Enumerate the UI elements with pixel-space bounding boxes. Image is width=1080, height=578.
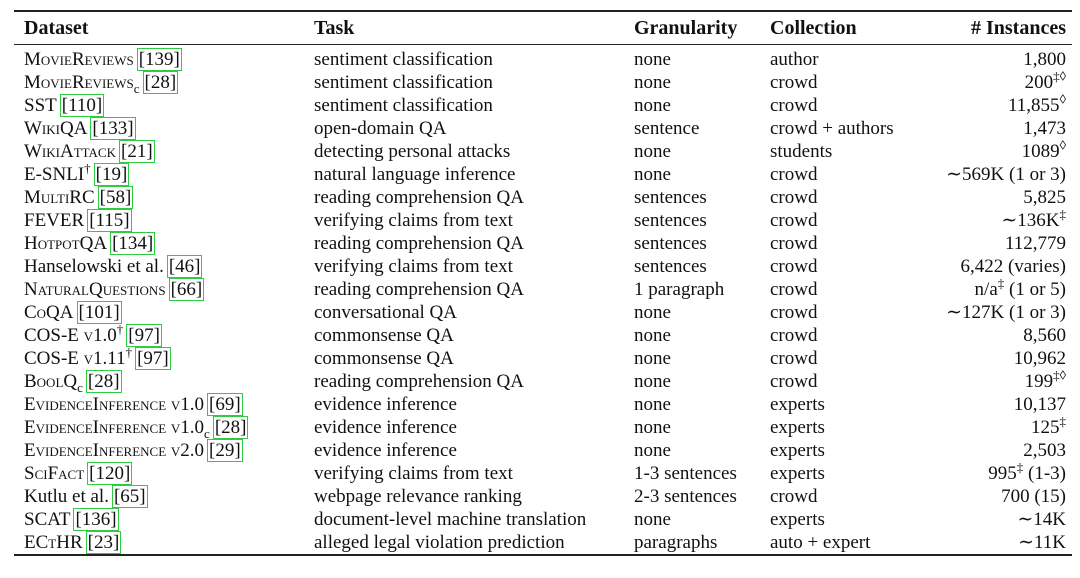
header-task: Task (314, 17, 355, 39)
collection-cell: experts (770, 463, 825, 484)
instances-cell (926, 232, 1072, 255)
dataset-version: v2.0 (170, 440, 205, 461)
table-row (14, 45, 1072, 72)
instances-value: ∼569K (946, 164, 1005, 185)
instances-cell (926, 137, 1072, 163)
header-granularity: Granularity (634, 17, 738, 39)
collection-cell: auto + expert (770, 532, 871, 553)
citation-link[interactable]: [97] (137, 348, 169, 369)
dataset-cell (14, 117, 314, 140)
granularity-cell: sentences (634, 256, 707, 277)
dataset-cell (14, 140, 314, 163)
instances-value: 125 (1031, 417, 1060, 438)
table-row (14, 140, 1072, 163)
instances-value: 1089 (1021, 141, 1060, 162)
dataset-version: v1.0 (83, 325, 117, 346)
table-row (14, 462, 1072, 485)
instances-cell (926, 508, 1072, 531)
dataset-cell (14, 301, 314, 324)
task-cell: verifying claims from text (314, 463, 513, 484)
granularity-cell: 1 paragraph (634, 279, 725, 300)
granularity-cell: none (634, 95, 671, 116)
citation-link[interactable]: [120] (89, 463, 131, 484)
instances-note: (15) (1029, 486, 1066, 507)
table-row (14, 94, 1072, 117)
instances-cell (926, 68, 1072, 94)
granularity-cell: none (634, 49, 671, 70)
instances-superscript: ‡ (1059, 206, 1066, 222)
task-cell: reading comprehension QA (314, 279, 524, 300)
collection-cell: crowd (770, 72, 818, 93)
dataset-name: EvidenceInference (24, 394, 167, 415)
instances-value: 8,560 (1023, 325, 1066, 346)
instances-superscript: ‡ (997, 275, 1005, 291)
citation-link[interactable]: [29] (209, 440, 241, 461)
table-row (14, 278, 1072, 301)
dataset-cell (14, 160, 314, 186)
task-cell: webpage relevance ranking (314, 486, 522, 507)
dataset-name: Kutlu et al. (24, 486, 109, 507)
task-cell: sentiment classification (314, 95, 493, 116)
granularity-cell: none (634, 164, 671, 185)
instances-value: 1,800 (1023, 49, 1066, 70)
instances-value: 6,422 (960, 256, 1004, 277)
granularity-cell: sentences (634, 233, 707, 254)
granularity-cell: sentences (634, 210, 707, 231)
granularity-cell: sentences (634, 187, 707, 208)
table-row (14, 117, 1072, 140)
dataset-superscript: † (84, 160, 91, 176)
granularity-cell: paragraphs (634, 532, 718, 553)
dataset-name: WikiQA (24, 118, 88, 139)
citation-link[interactable]: [139] (138, 49, 180, 70)
collection-cell: crowd (770, 233, 818, 254)
task-cell: reading comprehension QA (314, 371, 524, 392)
dataset-cell (14, 344, 314, 370)
table-row (14, 416, 1072, 439)
granularity-cell: none (634, 348, 671, 369)
citation-link[interactable]: [21] (121, 141, 153, 162)
dataset-name: MovieReviews (24, 49, 134, 70)
citation-link[interactable]: [110] (61, 95, 103, 116)
collection-cell: experts (770, 440, 825, 461)
header-dataset: Dataset (24, 17, 89, 39)
dataset-cell (14, 508, 314, 531)
instances-value: 11,855 (1008, 95, 1060, 116)
dataset-name: MovieReviews (24, 72, 134, 93)
header-collection: Collection (770, 17, 857, 39)
dataset-cell (14, 393, 314, 416)
citation-link[interactable]: [66] (170, 279, 203, 300)
table-row (14, 347, 1072, 370)
task-cell: sentiment classification (314, 72, 493, 93)
dataset-cell (14, 416, 314, 439)
granularity-cell: sentence (634, 118, 700, 139)
citation-link[interactable]: [65] (113, 486, 146, 507)
collection-cell: experts (770, 509, 825, 530)
citation-link[interactable]: [134] (112, 233, 154, 254)
instances-cell (926, 531, 1072, 555)
dataset-version: v1.11 (83, 348, 126, 369)
collection-cell: experts (770, 394, 825, 415)
citation-link[interactable]: [58] (99, 187, 132, 208)
instances-cell (926, 163, 1072, 186)
instances-cell (926, 186, 1072, 209)
task-cell: document-level machine translation (314, 509, 587, 530)
citation-link[interactable]: [28] (214, 417, 247, 438)
table-row (14, 485, 1072, 508)
instances-cell (926, 459, 1072, 485)
instances-value: 1,473 (1023, 118, 1066, 139)
dataset-cell (14, 45, 314, 72)
collection-cell: experts (770, 417, 825, 438)
citation-link[interactable]: [133] (92, 118, 134, 139)
instances-value: 700 (1001, 486, 1030, 507)
dataset-cell (14, 94, 314, 117)
dataset-cell (14, 462, 314, 485)
citation-link[interactable]: [28] (144, 72, 177, 93)
dataset-name: EvidenceInference (24, 417, 167, 438)
citation-link[interactable]: [28] (87, 371, 120, 392)
dataset-name: SST (24, 95, 57, 116)
table-row (14, 324, 1072, 347)
instances-superscript: ‡ (1016, 459, 1024, 475)
collection-cell: crowd (770, 164, 818, 185)
dataset-cell (14, 186, 314, 209)
table-row (14, 255, 1072, 278)
dataset-cell (14, 255, 314, 278)
dataset-name: MultiRC (24, 187, 95, 208)
header-instances: # Instances (970, 17, 1066, 39)
dataset-cell (14, 321, 314, 347)
header-row (14, 11, 1072, 45)
dataset-name: SCAT (24, 509, 71, 530)
dataset-name: Hanselowski et al. (24, 256, 164, 277)
instances-note: (1 or 5) (1004, 279, 1066, 300)
collection-cell: crowd (770, 486, 818, 507)
collection-cell: crowd (770, 187, 818, 208)
task-cell: verifying claims from text (314, 256, 513, 277)
citation-link[interactable]: [136] (75, 509, 117, 530)
task-cell: evidence inference (314, 417, 457, 438)
citation-link[interactable]: [23] (87, 532, 120, 553)
instances-cell (926, 485, 1072, 508)
instances-cell (926, 413, 1072, 439)
instances-value: 5,825 (1023, 187, 1066, 208)
collection-cell: crowd (770, 325, 818, 346)
task-cell: alleged legal violation prediction (314, 532, 565, 553)
dataset-name: E-SNLI (24, 164, 85, 185)
table-row (14, 370, 1072, 393)
collection-cell: crowd (770, 348, 818, 369)
table-row (14, 186, 1072, 209)
table-body (14, 45, 1072, 556)
dataset-name: HotpotQA (24, 233, 108, 254)
instances-note: (1-3) (1023, 463, 1066, 484)
instances-cell (926, 255, 1072, 278)
collection-cell: author (770, 49, 819, 70)
dataset-subscript: c (77, 379, 83, 395)
table-row (14, 439, 1072, 462)
instances-value: 995 (988, 463, 1017, 484)
granularity-cell: none (634, 417, 671, 438)
citation-link[interactable]: [69] (209, 394, 241, 415)
dataset-version-superscript: † (116, 321, 124, 337)
collection-cell: crowd (770, 210, 818, 231)
instances-superscript: ◊ (1059, 137, 1066, 153)
dataset-version-superscript: † (125, 344, 133, 360)
citation-link[interactable]: [115] (89, 210, 130, 231)
dataset-name: CoQA (24, 302, 74, 323)
instances-superscript: ‡ (1059, 413, 1066, 429)
citation-link[interactable]: [101] (78, 302, 120, 323)
dataset-version-subscript: c (204, 425, 210, 441)
task-cell: conversational QA (314, 302, 457, 323)
instances-value: 10,962 (1013, 348, 1066, 369)
table-row (14, 531, 1072, 555)
task-cell: evidence inference (314, 440, 457, 461)
dataset-version: v1.0 (170, 394, 205, 415)
instances-value: ∼14K (1017, 509, 1066, 530)
instances-cell (926, 301, 1072, 324)
task-cell: detecting personal attacks (314, 141, 511, 162)
citation-link[interactable]: [19] (95, 164, 128, 185)
granularity-cell: none (634, 72, 671, 93)
table-row (14, 209, 1072, 232)
dataset-name: ECtHR (24, 532, 83, 553)
instances-note: (1 or 3) (1004, 302, 1066, 323)
instances-value: n/a (974, 279, 998, 300)
dataset-cell (14, 209, 314, 232)
instances-superscript: ‡◊ (1053, 68, 1066, 84)
instances-cell (926, 45, 1072, 72)
dataset-name: SciFact (24, 463, 85, 484)
collection-cell: crowd (770, 371, 818, 392)
datasets-table-container (14, 10, 1074, 556)
instances-value: ∼136K (1001, 210, 1060, 231)
instances-cell (926, 324, 1072, 347)
table-row (14, 508, 1072, 531)
dataset-cell (14, 531, 314, 555)
dataset-cell (14, 232, 314, 255)
dataset-name: BoolQ (24, 371, 78, 392)
granularity-cell: none (634, 325, 671, 346)
instances-cell (926, 367, 1072, 393)
granularity-cell: none (634, 371, 671, 392)
granularity-cell: none (634, 141, 671, 162)
table-row (14, 301, 1072, 324)
task-cell: verifying claims from text (314, 210, 513, 231)
datasets-table (14, 10, 1072, 556)
dataset-name: COS-E (24, 325, 79, 346)
dataset-name: COS-E (24, 348, 79, 369)
granularity-cell: 1-3 sentences (634, 463, 737, 484)
instances-note: (1 or 3) (1004, 164, 1066, 185)
instances-cell (926, 275, 1072, 301)
instances-value: ∼11K (1018, 532, 1066, 553)
instances-cell (926, 117, 1072, 140)
dataset-cell (14, 485, 314, 508)
granularity-cell: none (634, 394, 671, 415)
granularity-cell: none (634, 440, 671, 461)
instances-cell (926, 393, 1072, 416)
dataset-cell (14, 71, 314, 94)
task-cell: evidence inference (314, 394, 457, 415)
dataset-version: v1.0 (170, 417, 205, 438)
instances-value: 200 (1024, 72, 1054, 93)
collection-cell: crowd + authors (770, 118, 894, 139)
dataset-cell (14, 278, 314, 301)
collection-cell: crowd (770, 279, 818, 300)
task-cell: reading comprehension QA (314, 233, 524, 254)
task-cell: natural language inference (314, 164, 516, 185)
task-cell: commonsense QA (314, 325, 454, 346)
instances-cell (926, 91, 1072, 117)
table-row (14, 71, 1072, 94)
dataset-cell (14, 439, 314, 462)
task-cell: commonsense QA (314, 348, 454, 369)
instances-note: (varies) (1003, 256, 1066, 277)
dataset-subscript: c (133, 80, 140, 96)
dataset-name: WikiAttack (24, 141, 116, 162)
collection-cell: crowd (770, 256, 818, 277)
dataset-name: EvidenceInference (24, 440, 167, 461)
instances-cell (926, 439, 1072, 462)
task-cell: reading comprehension QA (314, 187, 524, 208)
instances-value: 199 (1024, 371, 1054, 392)
collection-cell: students (770, 141, 833, 162)
citation-link[interactable]: [97] (128, 325, 160, 346)
dataset-cell (14, 370, 314, 393)
instances-cell (926, 347, 1072, 370)
instances-value: ∼127K (946, 302, 1005, 323)
granularity-cell: none (634, 509, 671, 530)
citation-link[interactable]: [46] (168, 256, 201, 277)
instances-value: 2,503 (1023, 440, 1066, 461)
task-cell: sentiment classification (314, 49, 493, 70)
dataset-name: FEVER (24, 210, 85, 231)
collection-cell: crowd (770, 302, 818, 323)
instances-superscript: ◊ (1059, 91, 1066, 107)
granularity-cell: none (634, 302, 671, 323)
dataset-name: NaturalQuestions (24, 279, 166, 300)
granularity-cell: 2-3 sentences (634, 486, 737, 507)
table-row (14, 232, 1072, 255)
instances-value: 112,779 (1004, 233, 1066, 254)
collection-cell: crowd (770, 95, 818, 116)
table-row (14, 163, 1072, 186)
instances-cell (926, 206, 1072, 232)
table-row (14, 393, 1072, 416)
instances-value: 10,137 (1013, 394, 1066, 415)
task-cell: open-domain QA (314, 118, 447, 139)
instances-superscript: ‡◊ (1053, 367, 1066, 383)
